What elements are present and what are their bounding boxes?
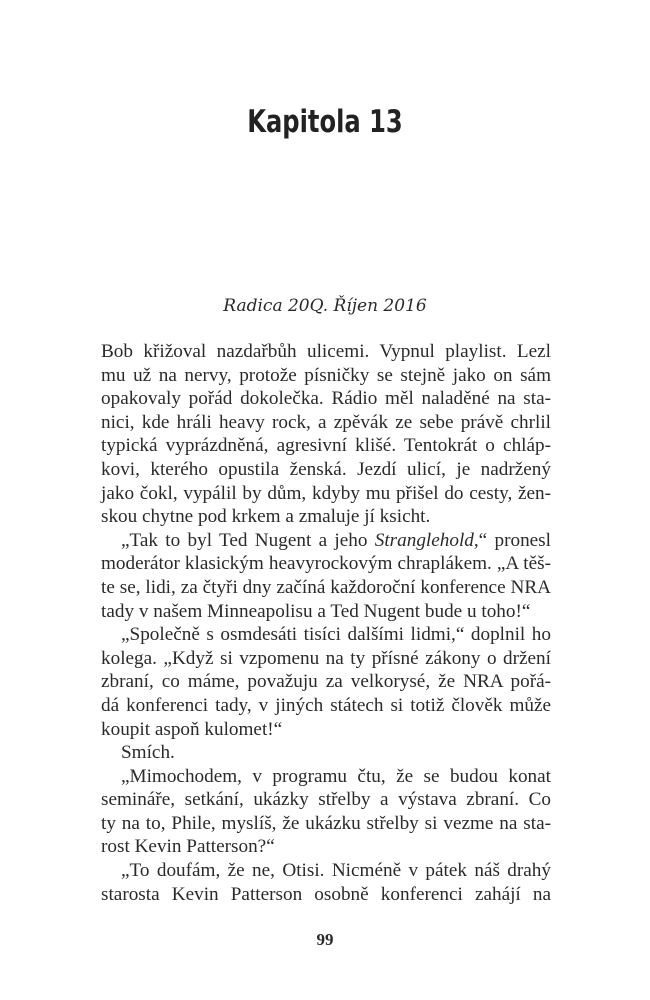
text-line: kovi, kterého opustila ženská. Jezdí ulicí, je nadržený [101,458,551,480]
text-line: ty na to, Phile, myslíš, že ukázku střelby si vezme na sta- [101,812,551,834]
text-line: opakovaly pořád dokolečka. Rádio měl naladěné na sta- [101,388,551,410]
text-line: typická vyprázdněná, agresivní klišé. Tentokrát o chláp- [101,435,551,457]
text-line: mu už na nervy, protože písničky se stejně jako on sám [101,364,551,386]
text-line: moderátor klasickým heavyrockovým chraplákem. „A těš- [101,553,551,575]
text-line: semináře, setkání, ukázky střelby a výstava zbraní. Co [101,789,551,811]
text-line: koupit aspoň kulomet!“ [101,718,283,740]
text-line: nici, kde hráli heavy rock, a zpěvák ze sebe právě chrlil [101,411,551,433]
song-title: Stranglehold [374,529,474,551]
text-line: Smích. [121,742,175,764]
text-line: jako čokl, vypálil by dům, kdyby mu přišel do cesty, žen- [101,482,551,504]
chapter-title: Kapitola 13 [247,104,403,140]
text-line: te se, lidi, za čtyři dny začíná každoroční konference NRA [101,576,551,598]
text-line: „To doufám, že ne, Otisi. Nicméně v pátek náš drahý [121,860,551,882]
text-line: „Společně s osmdesáti tisíci dalšími lidmi,“ doplnil ho [121,624,551,646]
text-line: starosta Kevin Patterson osobně konferenci zahájí na [101,883,551,905]
text-line: „Mimochodem, v programu čtu, že se budou konat [121,765,551,787]
text-line: rost Kevin Patterson?“ [101,836,275,858]
section-heading: Radica 20Q. Říjen 2016 [223,296,427,316]
text-line: „Tak to byl Ted Nugent a jeho Stranglehold,“ pronesl [121,529,551,551]
text-line: skou chytne pod krkem a zmaluje jí ksicht. [101,506,431,528]
body-text [101,340,551,906]
text-line: zbraní, co máme, považuju za velkorysé, že NRA pořá- [101,671,551,693]
text-line: Bob křižoval nazdařbůh ulicemi. Vypnul playlist. Lezl [101,341,551,362]
text-line: kolega. „Když si vzpomenu na ty přísné zákony o držení [101,647,551,669]
page-number: 99 [316,930,334,949]
text-line: dá konferenci tady, v jiných státech si totiž člověk může [101,694,551,716]
text-line: tady v našem Minneapolisu a Ted Nugent bude u toho!“ [101,600,531,622]
